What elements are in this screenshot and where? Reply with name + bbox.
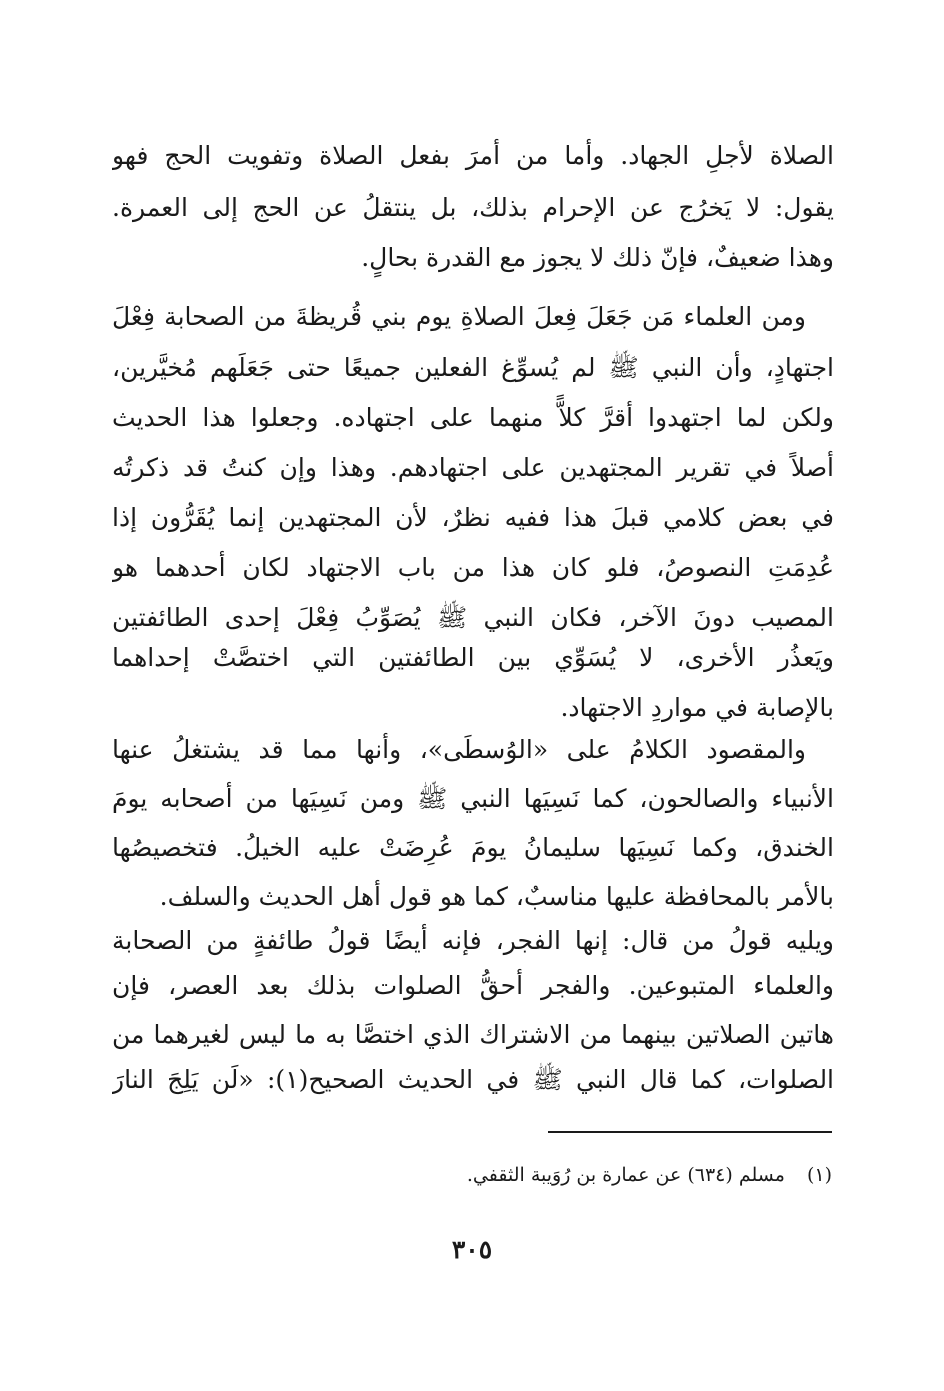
body-line: ومن العلماء مَن جَعَلَ فِعلَ الصلاةِ يوم بني قُريظةَ من الصحابة فِعْلَ bbox=[112, 302, 806, 331]
body-line: في بعض كلامي قبلَ هذا ففيه نظرٌ، لأن المجتهدين إنما يُقَرُّون إذا bbox=[112, 503, 834, 532]
body-line: والعلماء المتبوعين. والفجر أحقُّ الصلوات بذلك بعد العصر، فإن bbox=[112, 971, 834, 1000]
body-line: بالإصابة في مواردِ الاجتهاد. bbox=[560, 693, 834, 722]
body-line: بالأمر بالمحافظة عليها مناسبٌ، كما هو قول أهل الحديث والسلف. bbox=[159, 882, 834, 911]
body-line: المصيب دونَ الآخر، فكان النبي ﷺ يُصَوِّبُ فِعْلَ إحدى الطائفتين bbox=[112, 603, 834, 632]
page-number: ٣٠٥ bbox=[451, 1235, 493, 1264]
body-line: عُدِمَتِ النصوصُ، فلو كان هذا من باب الاجتهاد لكان أحدهما هو bbox=[112, 553, 834, 582]
body-line: ولكن لما اجتهدوا أقرَّ كلاًّ منهما على اجتهاده. وجعلوا هذا الحديث bbox=[112, 403, 834, 432]
body-line: الخندق، وكما نَسِيَها سليمانُ يومَ عُرِضَتْ عليه الخيلُ. فتخصيصُها bbox=[112, 833, 834, 862]
body-line: ويليه قولُ من قال: إنها الفجر، فإنه أيضًا قولُ طائفةٍ من الصحابة bbox=[112, 926, 834, 955]
footnote bbox=[110, 1158, 832, 1192]
body-line: الأنبياء والصالحون، كما نَسِيَها النبي ﷺ ومن نَسِيَها من أصحابه يومَ bbox=[112, 784, 834, 813]
body-line: الصلاة لأجلِ الجهاد. وأما من أمرَ بفعل الصلاة وتفويت الحج فهو bbox=[112, 141, 834, 170]
footnote-text: مسلم (٦٣٤) عن عمارة بن رُوَيبة الثقفي. bbox=[466, 1164, 785, 1186]
body-line: ويَعذُر الأخرى، لا يُسَوِّي بين الطائفتين التي اختصَّتْ إحداهما bbox=[112, 643, 834, 672]
body-line: اجتهادٍ، وأن النبي ﷺ لم يُسوِّغ الفعلين جميعًا حتى جَعَلَهم مُخيَّرين، bbox=[112, 353, 834, 382]
body-line: هاتين الصلاتين بينهما من الاشتراك الذي اختصَّا به ما ليس لغيرهما من bbox=[112, 1020, 834, 1049]
footnote-separator bbox=[548, 1131, 832, 1133]
body-line: الصلوات، كما قال النبي ﷺ في الحديث الصحيح(١): «لَن يَلِجَ النارَ bbox=[112, 1065, 834, 1094]
footnote-number: (١) bbox=[806, 1164, 832, 1186]
body-line: والمقصود الكلامُ على «الوُسطَى»، وأنها مما قد يشتغلُ عنها bbox=[112, 735, 806, 764]
body-line: وهذا ضعيفٌ، فإنّ ذلك لا يجوز مع القدرة بحالٍ. bbox=[361, 243, 834, 272]
body-line: أصلاً في تقرير المجتهدين على اجتهادهم. وهذا وإن كنتُ قد ذكرتُه bbox=[112, 453, 834, 482]
body-line: يقول: لا يَخرُج عن الإحرام بذلك، بل ينتقلُ عن الحج إلى العمرة. bbox=[112, 193, 834, 222]
